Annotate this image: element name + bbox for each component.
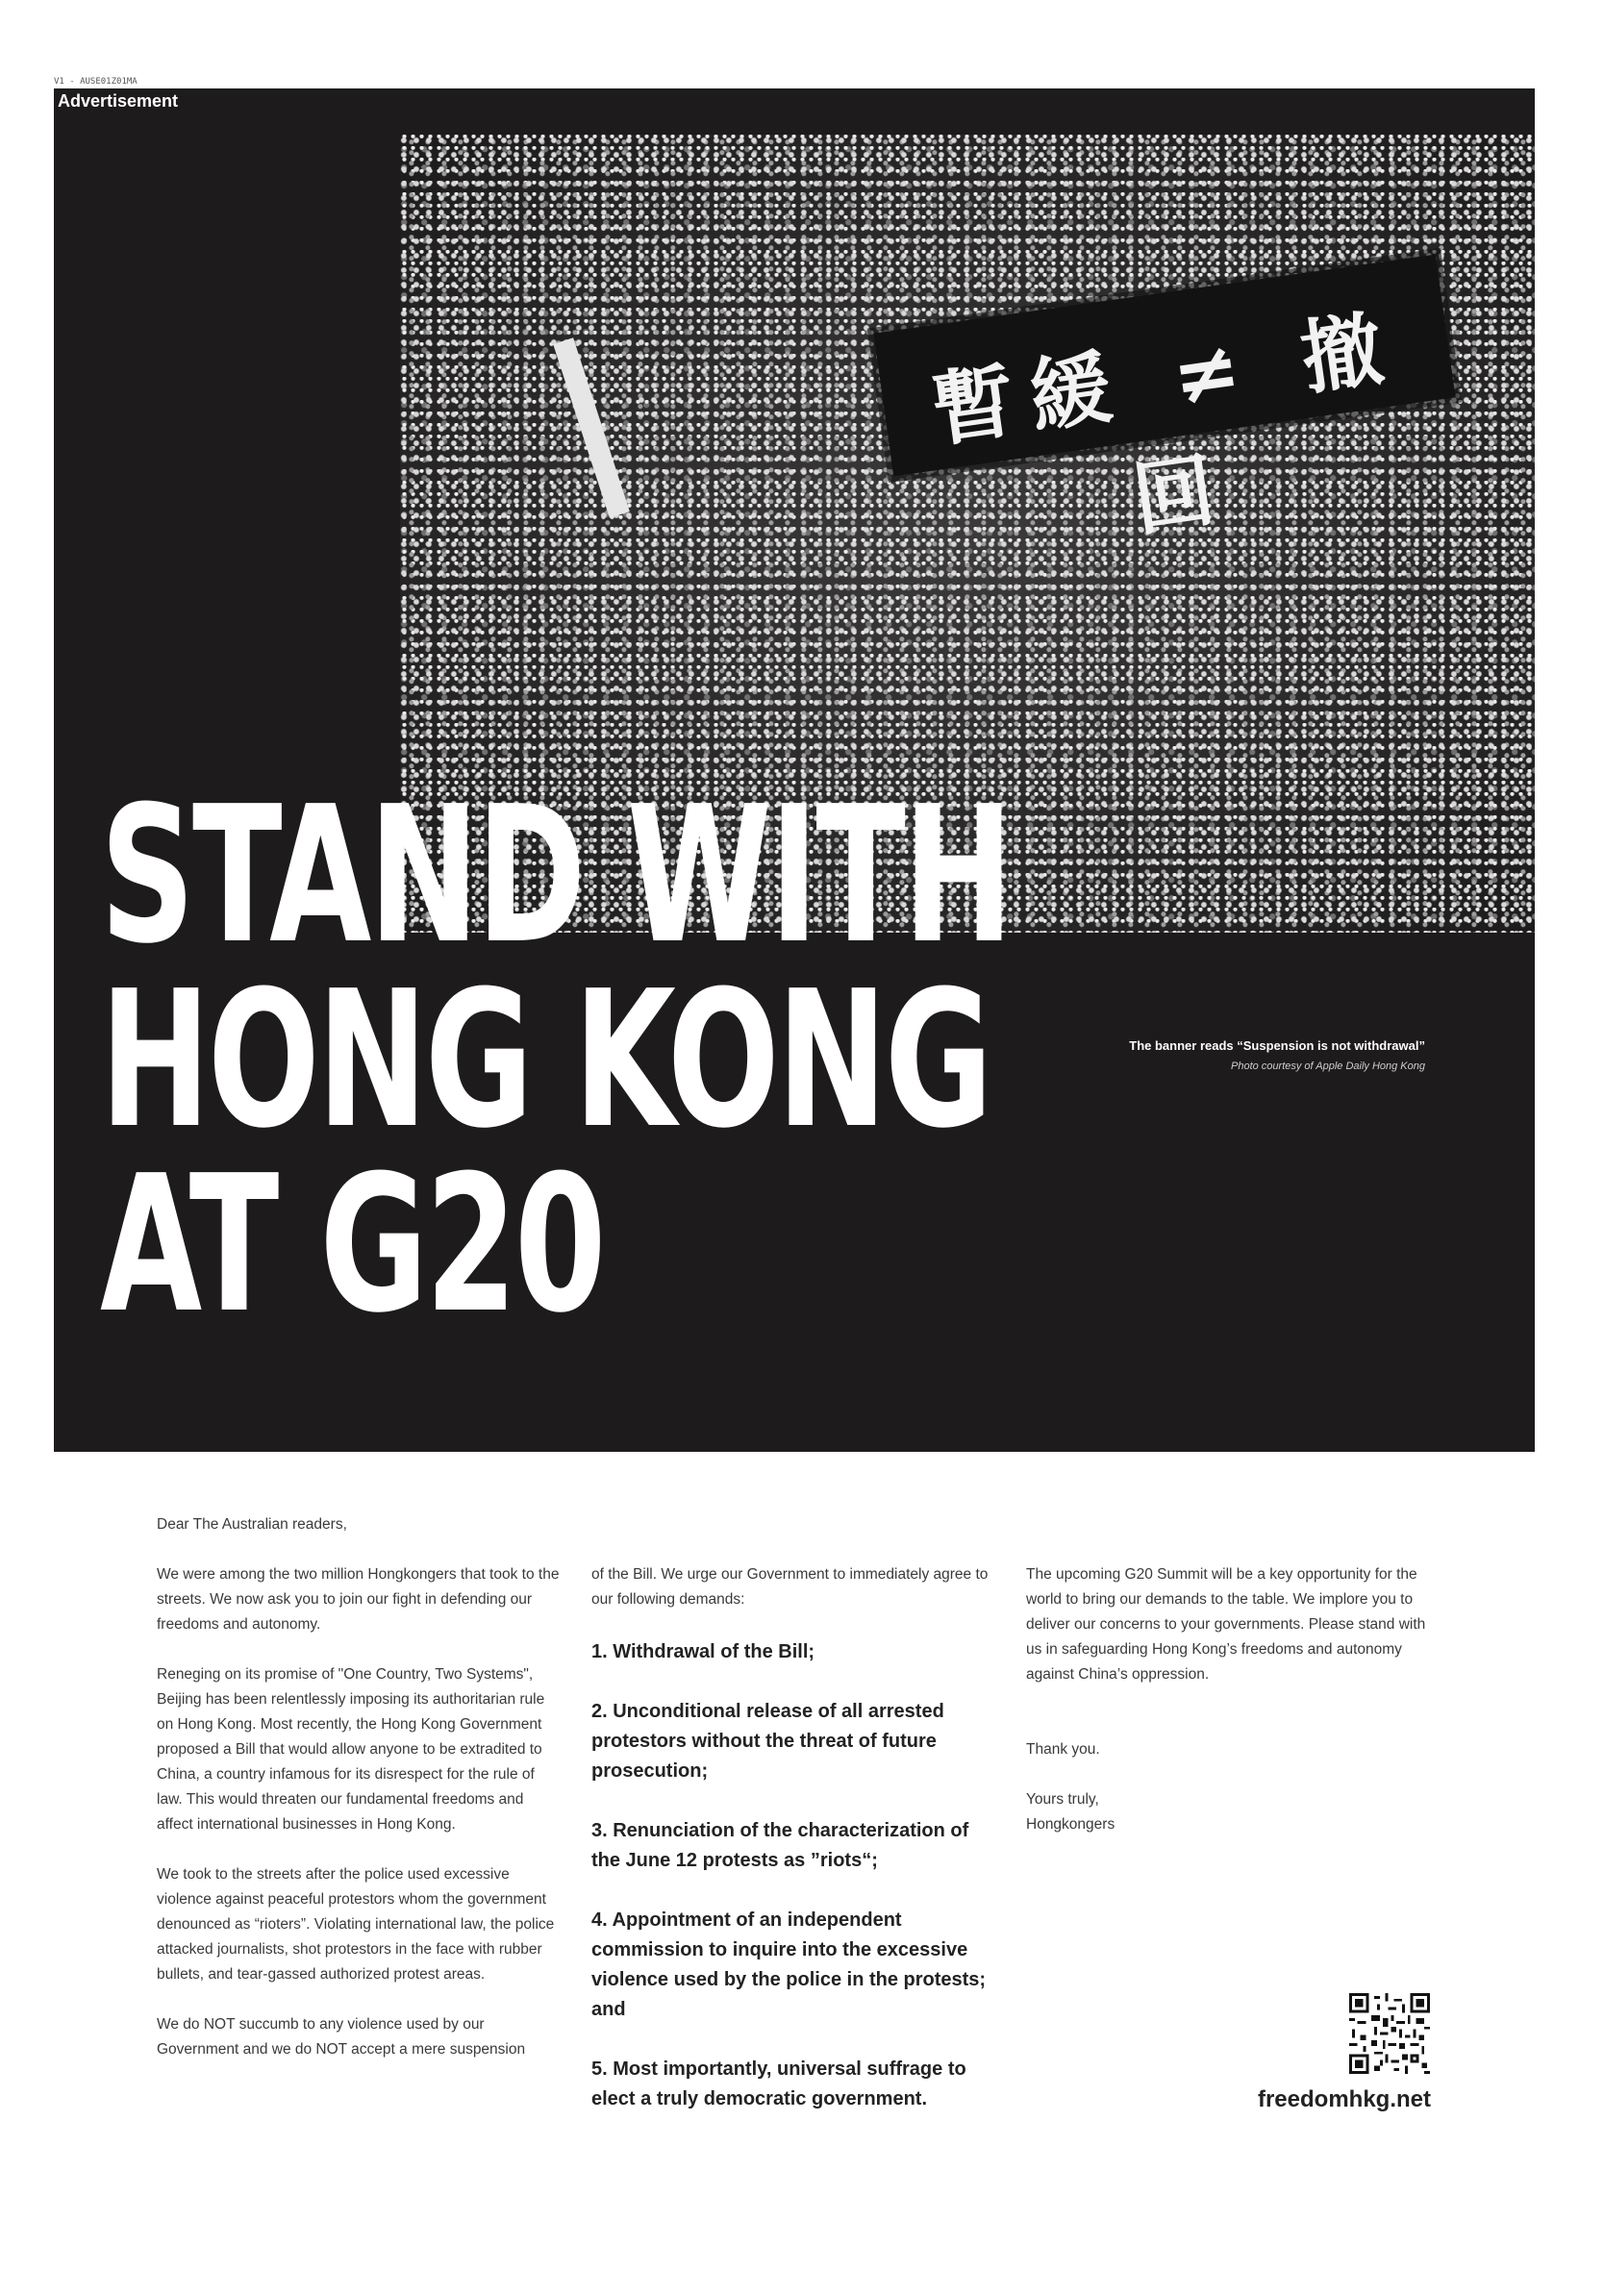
ad-code: V1 - AUSE01Z01MA bbox=[54, 77, 138, 87]
signoff-text: Yours truly, bbox=[1026, 1791, 1099, 1808]
demands-intro: of the Bill. We urge our Government to immediately agree to our following demands: bbox=[591, 1566, 989, 1608]
letter-column-3 bbox=[1026, 1562, 1430, 1837]
flag-pole bbox=[553, 337, 630, 517]
letter-paragraph: We took to the streets after the police used excessive violence against peaceful protestors whom the government denounced as “rioters”. Violating international law, the police attacked journalists, shot protestors in the face with rubber bullets, and tear-gassed authorized protest areas. bbox=[157, 1866, 555, 1983]
letter-paragraph: Reneging on its promise of "One Country, Two Systems", Beijing has been relentlessly imposing its authoritarian rule on Hong Kong. Most recently, the Hong Kong Government proposed a Bill that would allow anyone to be extradited to China, a country infamous for its disrespect for the rule of law. This would threaten our fundamental freedoms and affect international businesses in Hong Kong. bbox=[157, 1666, 545, 1833]
letter-paragraph: We do NOT succumb to any violence used by our Government and we do NOT accept a mere suspension bbox=[157, 2016, 526, 2058]
demand-item: 5. Most importantly, universal suffrage to elect a truly democratic government. bbox=[591, 2059, 966, 2109]
letter-column-2 bbox=[591, 1562, 995, 2144]
letter-paragraph: We were among the two million Hongkongers that took to the streets. We now ask you to join our fight in defending our freedoms and autonomy. bbox=[157, 1566, 560, 1633]
photo-credit: Photo courtesy of Apple Daily Hong Kong bbox=[1231, 1061, 1425, 1072]
thanks-text: Thank you. bbox=[1026, 1741, 1100, 1758]
caption-text: The banner reads “Suspension is not withdrawal” bbox=[1129, 1038, 1425, 1053]
headline-line-1: STAND WITH bbox=[100, 766, 1012, 986]
letter-salutation: Dear The Australian readers, bbox=[157, 1516, 347, 1533]
banner-text: 暫緩 ≠ 撤回 bbox=[926, 298, 1406, 548]
advertisement-label: Advertisement bbox=[58, 91, 179, 111]
headline-line-3: AT G20 bbox=[100, 1136, 604, 1355]
demand-item: 3. Renunciation of the characterization of the June 12 protests as ”riots“; bbox=[591, 1820, 969, 1871]
headline-line-2: HONG KONG bbox=[100, 951, 990, 1170]
demand-item: 4. Appointment of an independent commission to inquire into the excessive violence used by the police in the protests; and bbox=[591, 1909, 987, 2020]
headline bbox=[100, 766, 1012, 1355]
demand-item: 2. Unconditional release of all arrested protestors without the threat of future prosecution; bbox=[591, 1701, 944, 1782]
letter-column-1 bbox=[157, 1562, 561, 2087]
demand-item: 1. Withdrawal of the Bill; bbox=[591, 1641, 815, 1662]
qr-code-icon[interactable] bbox=[1349, 1993, 1430, 2074]
signature-text: Hongkongers bbox=[1026, 1816, 1115, 1833]
photo-caption bbox=[1129, 1038, 1425, 1072]
protest-banner bbox=[873, 255, 1455, 548]
website-link[interactable]: freedomhkg.net bbox=[1257, 2086, 1431, 2112]
letter-paragraph: The upcoming G20 Summit will be a key opportunity for the world to bring our demands to the table. We implore you to deliver our concerns to your governments. Please stand with us in safeguarding Hong Kong’s freedoms and autonomy against China’s oppression. bbox=[1026, 1566, 1426, 1683]
